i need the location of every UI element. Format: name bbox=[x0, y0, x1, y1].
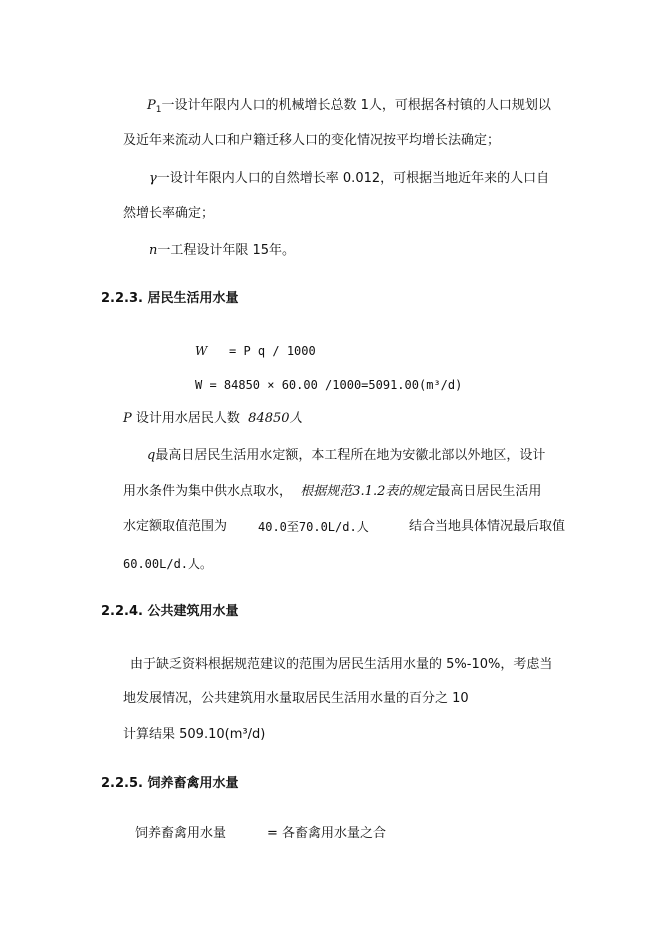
section-224-result: 计算结果 509.10(m³/d) bbox=[123, 727, 266, 742]
definition-p-variable: P bbox=[123, 411, 132, 426]
p2-line1 bbox=[149, 171, 549, 187]
p2-text: 一设计年限内人口的自然增长率 0.012，可根据当地近年来的人口自 bbox=[156, 171, 550, 186]
section-225-formula: = 各畜禽用水量之合 bbox=[267, 826, 387, 841]
p1-text: 一设计年限内人口的机械增长总数 1人，可根据各村镇的人口规划以 bbox=[161, 98, 551, 113]
section-223-heading: 2.2.3. 居民生活用水量 bbox=[101, 291, 239, 306]
section-224-line2: 地发展情况，公共建筑用水量取居民生活用水量的百分之 10 bbox=[123, 691, 469, 706]
p3-text: 一工程设计年限 15年。 bbox=[157, 243, 296, 258]
section-224-heading: 2.2.4. 公共建筑用水量 bbox=[101, 604, 239, 619]
section-224-line1: 由于缺乏资料根据规范建议的范围为居民生活用水量的 5%-10%，考虑当 bbox=[130, 657, 553, 672]
definition-q-line4: 60.00L/d.人。 bbox=[123, 557, 213, 571]
definition-q-line2 bbox=[123, 484, 541, 500]
definition-q-reference: 根据规范3.1.2表的规定 bbox=[300, 484, 438, 499]
definition-q-range: 40.0至70.0L/d.人 bbox=[258, 520, 369, 534]
p1-variable: P bbox=[147, 98, 156, 113]
p3-line bbox=[149, 243, 295, 259]
formula-1-lhs: W bbox=[195, 344, 208, 358]
p3-variable: n bbox=[149, 243, 158, 258]
definition-p-value: 84850人 bbox=[248, 411, 303, 426]
p1-subscript: 1 bbox=[155, 105, 162, 115]
section-225-line1 bbox=[135, 826, 387, 842]
definition-q-text-2a: 用水条件为集中供水点取水， bbox=[123, 484, 293, 499]
formula-2: W = 84850 × 60.00 /1000=5091.00(m³/d) bbox=[195, 378, 463, 392]
definition-q-text-3a: 水定额取值范围为 bbox=[123, 519, 228, 534]
definition-p-text: 设计用水居民人数 bbox=[135, 411, 240, 426]
definition-q-variable: q bbox=[147, 448, 156, 463]
section-225-heading: 2.2.5. 饲养畜禽用水量 bbox=[101, 776, 239, 791]
formula-1-rhs: = P q / 1000 bbox=[229, 344, 316, 358]
p1-line2: 及近年来流动人口和户籍迁移人口的变化情况按平均增长法确定； bbox=[123, 133, 501, 148]
p2-variable: γ bbox=[149, 171, 157, 186]
p2-line2: 然增长率确定； bbox=[123, 206, 215, 221]
definition-p bbox=[123, 411, 303, 427]
definition-q-line1 bbox=[147, 448, 545, 464]
definition-q-text-1: 最高日居民生活用水定额，本工程所在地为安徽北部以外地区，设计 bbox=[155, 448, 546, 463]
section-225-label: 饲养畜禽用水量 bbox=[135, 826, 227, 841]
p1-line1 bbox=[147, 98, 551, 115]
definition-q-line3 bbox=[123, 519, 566, 535]
formula-1 bbox=[195, 343, 316, 359]
definition-q-text-3c: 结合当地具体情况最后取值 bbox=[409, 519, 566, 534]
definition-q-text-2c: 最高日居民生活用 bbox=[437, 484, 542, 499]
